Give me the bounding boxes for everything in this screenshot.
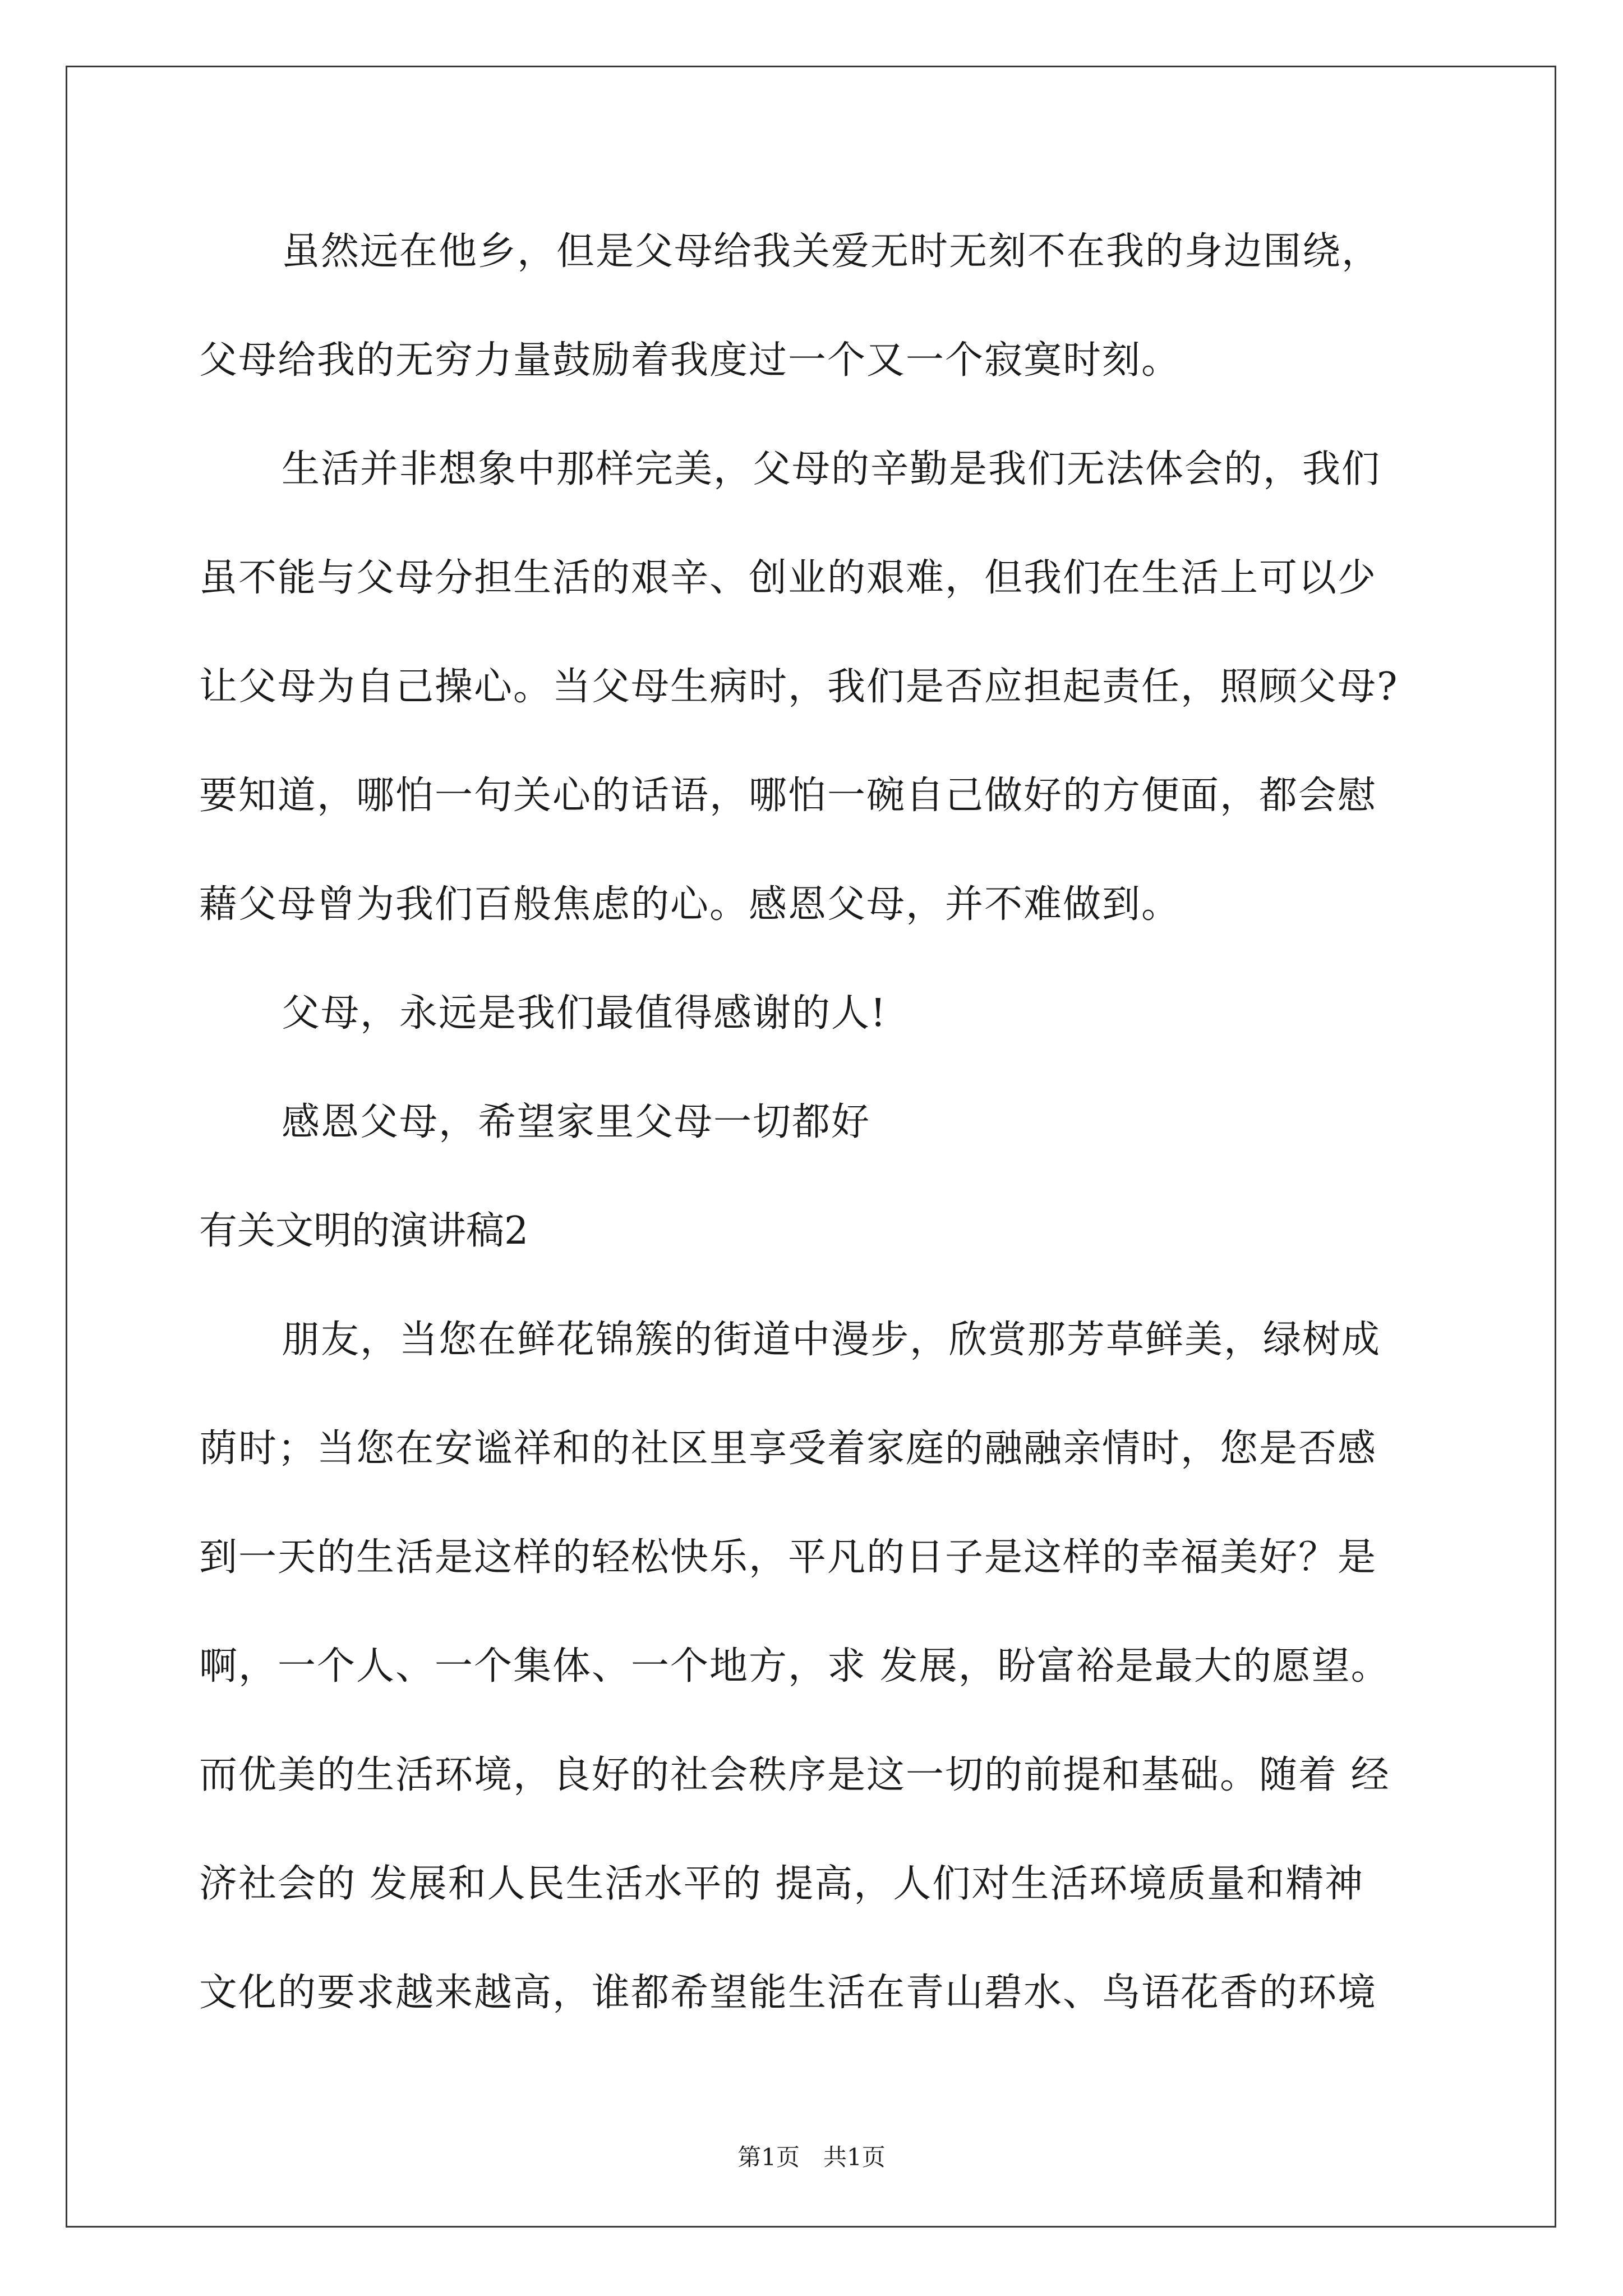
paragraph-2-line-3: 让父母为自己操心。当父母生病时，我们是否应担起责任，照顾父母? bbox=[199, 665, 1399, 709]
page-number: 第1页 bbox=[737, 2143, 800, 2171]
paragraph-1-line-1: 虽然远在他乡，但是父母给我关爱无时无刻不在我的身边围绕， bbox=[282, 229, 1381, 274]
paragraph-2-line-2: 虽不能与父母分担生活的艰辛、创业的艰难，但我们在生活上可以少 bbox=[199, 556, 1377, 600]
paragraph-2-line-5: 藉父母曾为我们百般焦虑的心。感恩父母，并不难做到。 bbox=[199, 882, 1181, 927]
section2-line-5: 而优美的生活环境，良好的社会秩序是这一切的前提和基础。随着 经 bbox=[199, 1753, 1390, 1797]
section-title: 有关文明的演讲稿2 bbox=[199, 1209, 529, 1253]
section2-line-4: 啊，一个人、一个集体、一个地方，求 发展，盼富裕是最大的愿望。 bbox=[199, 1644, 1390, 1688]
page-footer bbox=[0, 2142, 1623, 2173]
section2-line-3: 到一天的生活是这样的轻松快乐，平凡的日子是这样的幸福美好？是 bbox=[199, 1535, 1377, 1580]
paragraph-3-line-1: 父母，永远是我们最值得感谢的人! bbox=[282, 991, 887, 1036]
section2-line-6: 济社会的 发展和人民生活水平的 提高，人们对生活环境质量和精神 bbox=[199, 1862, 1364, 1906]
section2-line-1: 朋友，当您在鲜花锦簇的街道中漫步，欣赏那芳草鲜美，绿树成 bbox=[282, 1318, 1381, 1362]
paragraph-1-line-2: 父母给我的无穷力量鼓励着我度过一个又一个寂寞时刻。 bbox=[199, 338, 1181, 383]
section2-line-2: 荫时；当您在安谧祥和的社区里享受着家庭的融融亲情时，您是否感 bbox=[199, 1427, 1377, 1471]
paragraph-2-line-1: 生活并非想象中那样完美，父母的辛勤是我们无法体会的，我们 bbox=[282, 447, 1381, 491]
paragraph-4-line-1: 感恩父母，希望家里父母一切都好 bbox=[282, 1100, 871, 1144]
section2-line-7: 文化的要求越来越高，谁都希望能生活在青山碧水、鸟语花香的环境 bbox=[199, 1971, 1377, 2015]
paragraph-2-line-4: 要知道，哪怕一句关心的话语，哪怕一碗自己做好的方便面，都会慰 bbox=[199, 774, 1377, 818]
page-total: 共1页 bbox=[823, 2143, 886, 2171]
